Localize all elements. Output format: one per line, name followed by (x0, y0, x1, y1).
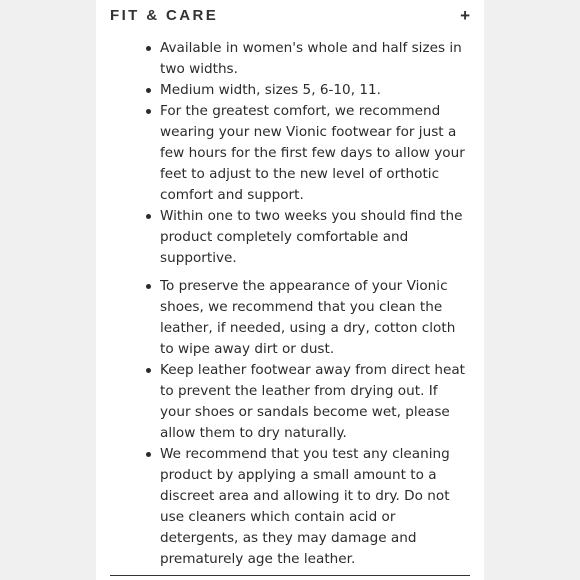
accordion-header[interactable] (110, 6, 470, 26)
list-item: To preserve the appearance of your Vionic shoes, we recommend that you clean the leather, if needed, using a dry, cotton cloth to wipe away dirt or dust. (160, 276, 472, 360)
section-title: FIT & CARE (110, 7, 219, 24)
divider (110, 575, 470, 576)
fit-care-panel (96, 0, 484, 580)
care-list (160, 276, 472, 570)
list-item: Within one to two weeks you should find the product completely comfortable and supportive. (160, 206, 472, 269)
list-item: Keep leather footwear away from direct heat to prevent the leather from drying out. If your shoes or sandals become wet, please allow them to dry naturally. (160, 360, 472, 444)
list-item: Available in women's whole and half sizes in two widths. (160, 38, 472, 80)
fit-list (160, 38, 472, 269)
list-item: We recommend that you test any cleaning product by applying a small amount to a discreet area and allowing it to dry. Do not use cleaners which contain acid or detergents, as they may damage and prematurely age the leather. (160, 444, 472, 570)
list-item: Medium width, sizes 5, 6-10, 11. (160, 80, 472, 101)
list-item: For the greatest comfort, we recommend wearing your new Vionic footwear for just a few hours for the first few days to allow your feet to adjust to the new level of orthotic comfort and support. (160, 101, 472, 206)
plus-icon[interactable]: + (460, 6, 470, 25)
